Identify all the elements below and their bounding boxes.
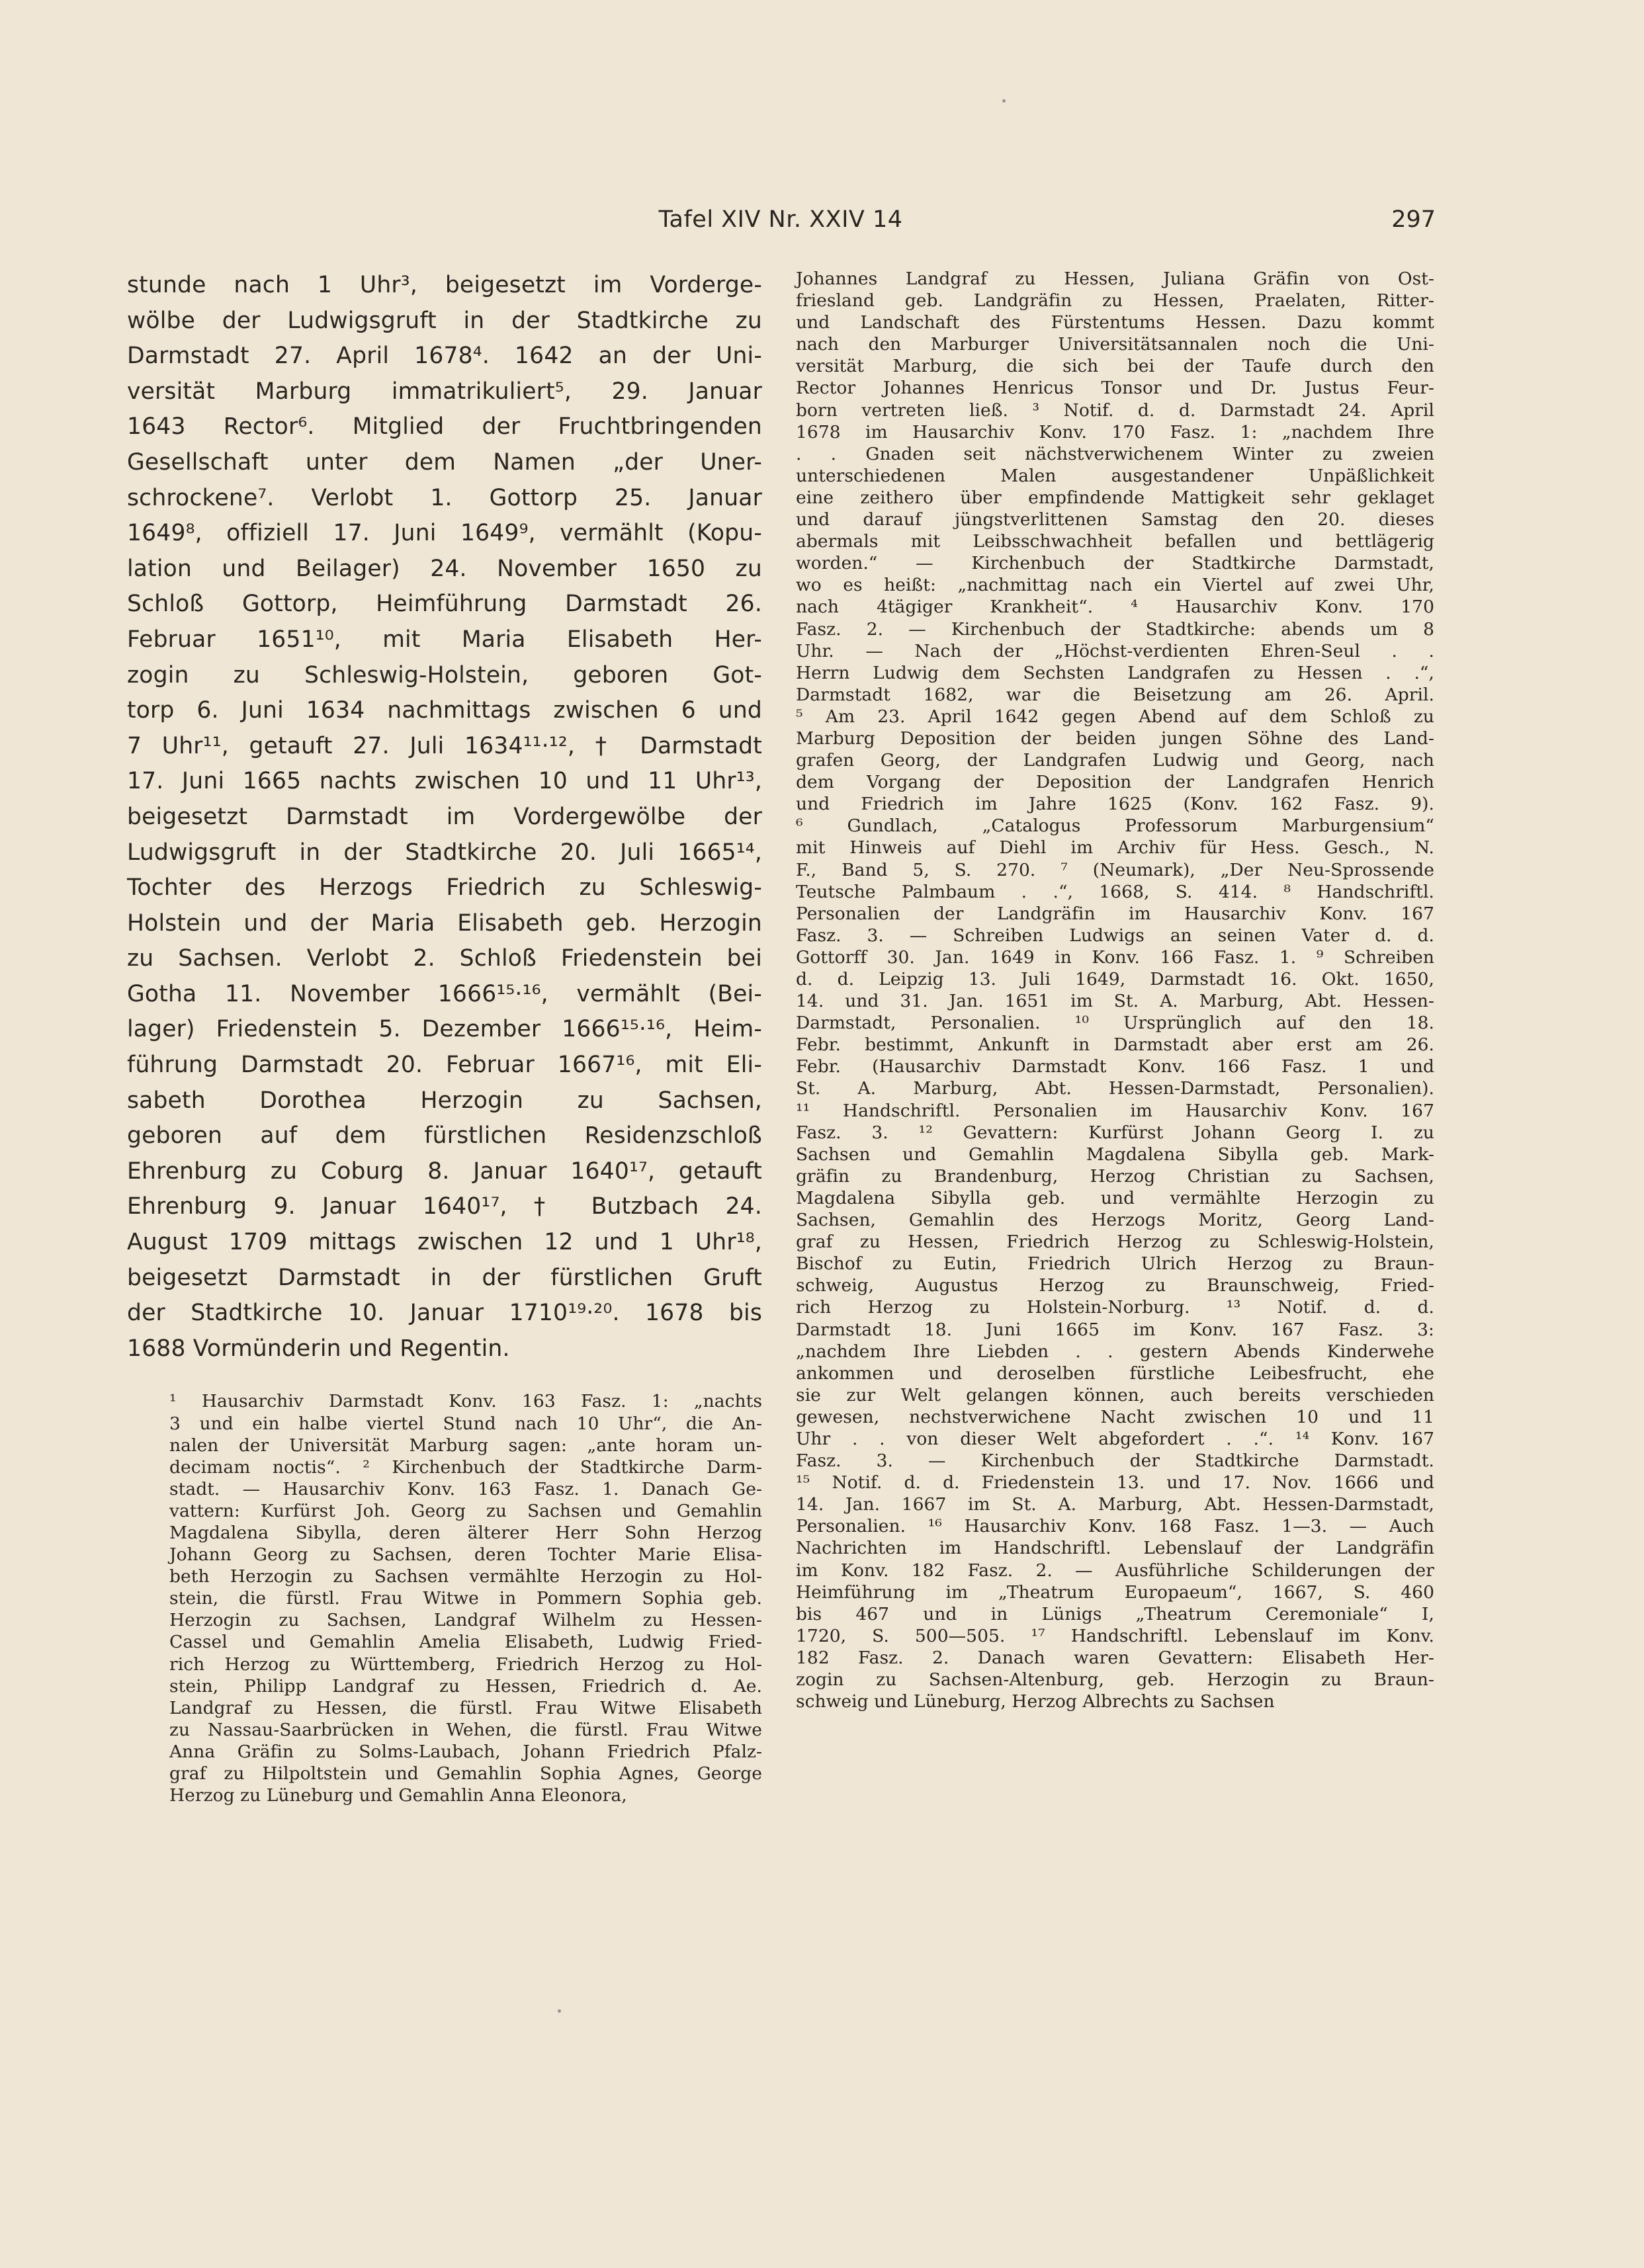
text-line: lager) Friedenstein 5. Dezember 1666¹⁵·¹⁶, Heim- <box>127 1016 762 1043</box>
text-line: versität Marburg immatrikuliert⁵, 29. Januar <box>127 378 762 405</box>
footnote-line: und Friedrich im Jahre 1625 (Konv. 162 Fasz. 9). <box>796 794 1434 815</box>
footnote-line: ¹¹ Handschriftl. Personalien im Hausarchiv Konv. 167 <box>796 1100 1434 1121</box>
footnote-line: grafen Georg, der Landgrafen Ludwig und Georg, nach <box>796 750 1434 771</box>
footnote-line: Sachsen und Gemahlin Magdalena Sibylla geb. Mark- <box>796 1144 1434 1165</box>
footnote-line: stein, die fürstl. Frau Witwe in Pommern Sophia geb. <box>169 1588 762 1609</box>
footnote-line: zogin zu Sachsen-Altenburg, geb. Herzogin zu Braun- <box>796 1669 1434 1690</box>
footnote-line: rich Herzog zu Württemberg, Friedrich Herzog zu Hol- <box>169 1654 762 1675</box>
paper-speck <box>1002 99 1006 103</box>
footnote-line: St. A. Marburg, Abt. Hessen-Darmstadt, Personalien). <box>796 1078 1434 1099</box>
footnote-line: Bischof zu Eutin, Friedrich Ulrich Herzog zu Braun- <box>796 1253 1434 1275</box>
footnote-line: graf zu Hilpoltstein und Gemahlin Sophia Agnes, George <box>169 1763 762 1784</box>
footnote-line: Febr. bestimmt, Ankunft in Darmstadt aber erst am 26. <box>796 1034 1434 1056</box>
footnote-line: F., Band 5, S. 270. ⁷ (Neumark), „Der Neu-Sprossende <box>796 859 1434 880</box>
footnote-line: Magdalena Sibylla geb. und vermählte Herzogin zu <box>796 1187 1434 1208</box>
footnote-line: und Landschaft des Fürstentums Hessen. Dazu kommt <box>796 312 1434 333</box>
footnote-line: Personalien. ¹⁶ Hausarchiv Konv. 168 Fasz. 1—3. — Auch <box>796 1516 1434 1537</box>
footnote-line: 1720, S. 500—505. ¹⁷ Handschriftl. Lebenslauf im Konv. <box>796 1625 1434 1646</box>
footnote-line: Fasz. 3. — Kirchenbuch der Stadtkirche Darmstadt. <box>796 1450 1434 1472</box>
footnote-line: versität Marburg, die sich bei der Taufe durch den <box>796 356 1434 377</box>
footnote-line: Rector Johannes Henricus Tonsor und Dr. Justus Feur- <box>796 378 1434 399</box>
page-number: 297 <box>1391 206 1436 233</box>
text-line: Darmstadt 27. April 1678⁴. 1642 an der Uni- <box>127 343 762 370</box>
footnote-line: Anna Gräfin zu Solms-Laubach, Johann Friedrich Pfalz- <box>169 1741 762 1762</box>
footnote-line: Sachsen, Gemahlin des Herzogs Moritz, Georg Land- <box>796 1210 1434 1231</box>
footnote-line: . . Gnaden seit nächstverwichenem Winter zu zweien <box>796 443 1434 464</box>
footnote-line: Personalien der Landgräfin im Hausarchiv Konv. 167 <box>796 903 1434 924</box>
footnote-line: nach den Marburger Universitätsannalen noch die Uni- <box>796 334 1434 355</box>
footnote-line: Fasz. 2. — Kirchenbuch der Stadtkirche: abends um 8 <box>796 618 1434 640</box>
footnote-line: unterschiedenen Malen ausgestandener Unpäßlichkeit <box>796 465 1434 486</box>
text-line: sabeth Dorothea Herzogin zu Sachsen, <box>127 1087 762 1114</box>
footnote-line: gewesen, nechstverwichene Nacht zwischen 10 und 11 <box>796 1406 1434 1427</box>
footnotes-right <box>796 268 1434 1712</box>
footnote-line: Herrn Ludwig dem Sechsten Landgrafen zu Hessen . .“, <box>796 662 1434 683</box>
footnote-line: Johannes Landgraf zu Hessen, Juliana Gräfin von Ost- <box>796 269 1434 289</box>
text-line: Tochter des Herzogs Friedrich zu Schleswig- <box>127 874 762 902</box>
footnote-line: wo es heißt: „nachmittag nach ein Viertel auf zwei Uhr, <box>796 575 1434 596</box>
running-title: Tafel XIV Nr. XXIV 14 <box>658 206 903 233</box>
left-column <box>127 268 762 1806</box>
text-line: lation und Beilager) 24. November 1650 zu <box>127 555 762 582</box>
text-line: Ehrenburg zu Coburg 8. Januar 1640¹⁷, getauft <box>127 1157 762 1185</box>
footnote-line: „nachdem Ihre Liebden . . gestern Abends Kinderwehe <box>796 1341 1434 1362</box>
footnote-line: Cassel und Gemahlin Amelia Elisabeth, Ludwig Fried- <box>169 1632 762 1653</box>
text-line: der Stadtkirche 10. Januar 1710¹⁹·²⁰. 1678 bis <box>127 1300 762 1327</box>
text-line: wölbe der Ludwigsgruft in der Stadtkirche zu <box>127 307 762 334</box>
text-line: beigesetzt Darmstadt in der fürstlichen Gruft <box>127 1264 762 1291</box>
text-line: geboren auf dem fürstlichen Residenzschloß <box>127 1122 762 1150</box>
footnote-line: d. d. Leipzig 13. Juli 1649, Darmstadt 16. Okt. 1650, <box>796 969 1434 989</box>
text-line: 17. Juni 1665 nachts zwischen 10 und 11 Uhr¹³, <box>127 768 762 795</box>
footnote-line: ankommen und deroselben fürstliche Leibesfrucht, ehe <box>796 1363 1434 1384</box>
footnote-line: 1678 im Hausarchiv Konv. 170 Fasz. 1: „nachdem Ihre <box>796 421 1434 442</box>
footnote-line: und darauf jüngstverlittenen Samstag den 20. dieses <box>796 509 1434 530</box>
text-line: 1688 Vormünderin und Regentin. <box>127 1335 510 1362</box>
footnote-line: bis 467 und in Lünigs „Theatrum Ceremoniale“ I, <box>796 1603 1434 1624</box>
footnote-line: Nachrichten im Handschriftl. Lebenslauf der Landgräfin <box>796 1538 1434 1559</box>
text-line: August 1709 mittags zwischen 12 und 1 Uhr¹⁸, <box>127 1229 762 1256</box>
text-line: führung Darmstadt 20. Februar 1667¹⁶, mit Eli- <box>127 1052 762 1079</box>
footnote-line: Gottorff 30. Jan. 1649 in Konv. 166 Fasz. 1. ⁹ Schreiben <box>796 946 1434 968</box>
text-line: Februar 1651¹⁰, mit Maria Elisabeth Her- <box>127 626 762 653</box>
text-line: schrockene⁷. Verlobt 1. Gottorp 25. Januar <box>127 484 762 511</box>
main-text <box>127 268 762 1366</box>
footnote-line: dem Vorgang der Deposition der Landgrafen Henrich <box>796 772 1434 793</box>
footnote-line: decimam noctis“. ² Kirchenbuch der Stadtkirche Darm- <box>169 1456 762 1478</box>
text-line: Ehrenburg 9. Januar 1640¹⁷, † Butzbach 24. <box>127 1193 762 1220</box>
text-line: Schloß Gottorp, Heimführung Darmstadt 26. <box>127 591 762 618</box>
right-column <box>796 268 1434 1712</box>
footnote-line: graf zu Hessen, Friedrich Herzog zu Schleswig-Holstein, <box>796 1232 1434 1253</box>
footnote-line: beth Herzogin zu Sachsen vermählte Herzogin zu Hol- <box>169 1566 762 1587</box>
footnote-line: stadt. — Hausarchiv Konv. 163 Fasz. 1. Danach Ge- <box>169 1478 762 1499</box>
text-line: zogin zu Schleswig-Holstein, geboren Got- <box>127 661 762 689</box>
footnote-line: Johann Georg zu Sachsen, deren Tochter Marie Elisa- <box>169 1544 762 1566</box>
footnote-line: mit Hinweis auf Diehl im Archiv für Hess. Gesch., N. <box>796 837 1434 859</box>
footnote-line: Marburg Deposition der beiden jungen Söhne des Land- <box>796 728 1434 749</box>
text-line: Gotha 11. November 1666¹⁵·¹⁶, vermählt (Bei- <box>127 980 762 1007</box>
footnote-line: vattern: Kurfürst Joh. Georg zu Sachsen und Gemahlin <box>169 1500 762 1521</box>
footnote-line: zu Nassau-Saarbrücken in Wehen, die fürstl. Frau Witwe <box>169 1719 762 1740</box>
footnote-line: Darmstadt 18. Juni 1665 im Konv. 167 Fasz. 3: <box>796 1319 1434 1340</box>
footnote-line: nalen der Universität Marburg sagen: „ante horam un- <box>169 1435 762 1456</box>
text-line: Ludwigsgruft in der Stadtkirche 20. Juli 1665¹⁴, <box>127 839 762 866</box>
footnote-line: 3 und ein halbe viertel Stund nach 10 Uhr“, die An- <box>169 1413 762 1434</box>
footnote-line: Uhr. — Nach der „Höchst-verdienten Ehren-Seul . . <box>796 640 1434 661</box>
footnote-line: Febr. (Hausarchiv Darmstadt Konv. 166 Fasz. 1 und <box>796 1056 1434 1077</box>
footnote-line: ⁶ Gundlach, „Catalogus Professorum Marburgensium“ <box>796 816 1434 837</box>
footnote-line: Darmstadt 1682, war die Beisetzung am 26. April. <box>796 684 1434 705</box>
footnote-line: Teutsche Palmbaum . .“, 1668, S. 414. ⁸ Handschriftl. <box>796 881 1434 902</box>
footnote-line: nach 4tägiger Krankheit“. ⁴ Hausarchiv Konv. 170 <box>796 597 1434 618</box>
text-line: 7 Uhr¹¹, getauft 27. Juli 1634¹¹·¹², † Darmstadt <box>127 732 762 759</box>
paper-speck <box>558 2009 561 2013</box>
footnote-line: 14. und 31. Jan. 1651 im St. A. Marburg, Abt. Hessen- <box>796 991 1434 1012</box>
text-line: beigesetzt Darmstadt im Vordergewölbe der <box>127 803 762 830</box>
footnote-line: Herzogin zu Sachsen, Landgraf Wilhelm zu Hessen- <box>169 1610 762 1631</box>
footnote-line: schweig, Augustus Herzog zu Braunschweig, Fried- <box>796 1275 1434 1296</box>
footnote-line: im Konv. 182 Fasz. 2. — Ausführliche Schilderungen der <box>796 1560 1434 1581</box>
footnote-line: stein, Philipp Landgraf zu Hessen, Friedrich d. Ae. <box>169 1675 762 1697</box>
footnote-line: Heimführung im „Theatrum Europaeum“, 1667, S. 460 <box>796 1581 1434 1603</box>
footnote-line: ⁵ Am 23. April 1642 gegen Abend auf dem Schloß zu <box>796 706 1434 727</box>
text-line: 1643 Rector⁶. Mitglied der Fruchtbringenden <box>127 413 762 441</box>
footnote-line: ¹⁵ Notif. d. d. Friedenstein 13. und 17. Nov. 1666 und <box>796 1472 1434 1493</box>
footnote-line: gräfin zu Brandenburg, Herzog Christian zu Sachsen, <box>796 1165 1434 1187</box>
footnote-line: Fasz. 3. — Schreiben Ludwigs an seinen Vater d. d. <box>796 925 1434 946</box>
footnote-line: worden.“ — Kirchenbuch der Stadtkirche Darmstadt, <box>796 553 1434 574</box>
footnote-line: abermals mit Leibsschwachheit befallen und bettlägerig <box>796 531 1434 552</box>
text-line: 1649⁸, offiziell 17. Juni 1649⁹, vermählt (Kopu- <box>127 520 762 547</box>
footnote-line: eine zeithero über empfindende Mattigkeit sehr geklaget <box>796 487 1434 508</box>
footnote-line: 182 Fasz. 2. Danach waren Gevattern: Elisabeth Her- <box>796 1647 1434 1668</box>
text-line: torp 6. Juni 1634 nachmittags zwischen 6 und <box>127 697 762 724</box>
footnotes-left <box>127 1390 762 1806</box>
text-line: Gesellschaft unter dem Namen „der Uner- <box>127 448 762 476</box>
footnote-line: rich Herzog zu Holstein-Norburg. ¹³ Notif. d. d. <box>796 1297 1434 1318</box>
footnote-line: friesland geb. Landgräfin zu Hessen, Praelaten, Ritter- <box>796 290 1434 312</box>
page-header <box>126 206 1436 239</box>
text-line: stunde nach 1 Uhr³, beigesetzt im Vorderge- <box>127 272 762 298</box>
footnote-line: Darmstadt, Personalien. ¹⁰ Ursprünglich auf den 18. <box>796 1013 1434 1034</box>
footnote-line: Uhr . . von dieser Welt abgefordert . .“. ¹⁴ Konv. 167 <box>796 1428 1434 1449</box>
text-line: Holstein und der Maria Elisabeth geb. Herzogin <box>127 909 762 937</box>
footnote-line: 14. Jan. 1667 im St. A. Marburg, Abt. Hessen-Darmstadt, <box>796 1494 1434 1515</box>
footnote-line: Magdalena Sibylla, deren älterer Herr Sohn Herzog <box>169 1522 762 1543</box>
footnote-line: schweig und Lüneburg, Herzog Albrechts zu Sachsen <box>796 1691 1275 1712</box>
footnote-line: born vertreten ließ. ³ Notif. d. d. Darmstadt 24. April <box>796 399 1434 421</box>
footnote-line: Herzog zu Lüneburg und Gemahlin Anna Eleonora, <box>169 1785 627 1806</box>
footnote-line: ¹ Hausarchiv Darmstadt Konv. 163 Fasz. 1: „nachts <box>169 1391 762 1412</box>
footnote-line: Landgraf zu Hessen, die fürstl. Frau Witwe Elisabeth <box>169 1697 762 1718</box>
footnote-line: sie zur Welt gelangen können, auch bereits verschieden <box>796 1384 1434 1406</box>
footnote-line: Fasz. 3. ¹² Gevattern: Kurfürst Johann Georg I. zu <box>796 1122 1434 1143</box>
text-line: zu Sachsen. Verlobt 2. Schloß Friedenstein bei <box>127 945 762 972</box>
